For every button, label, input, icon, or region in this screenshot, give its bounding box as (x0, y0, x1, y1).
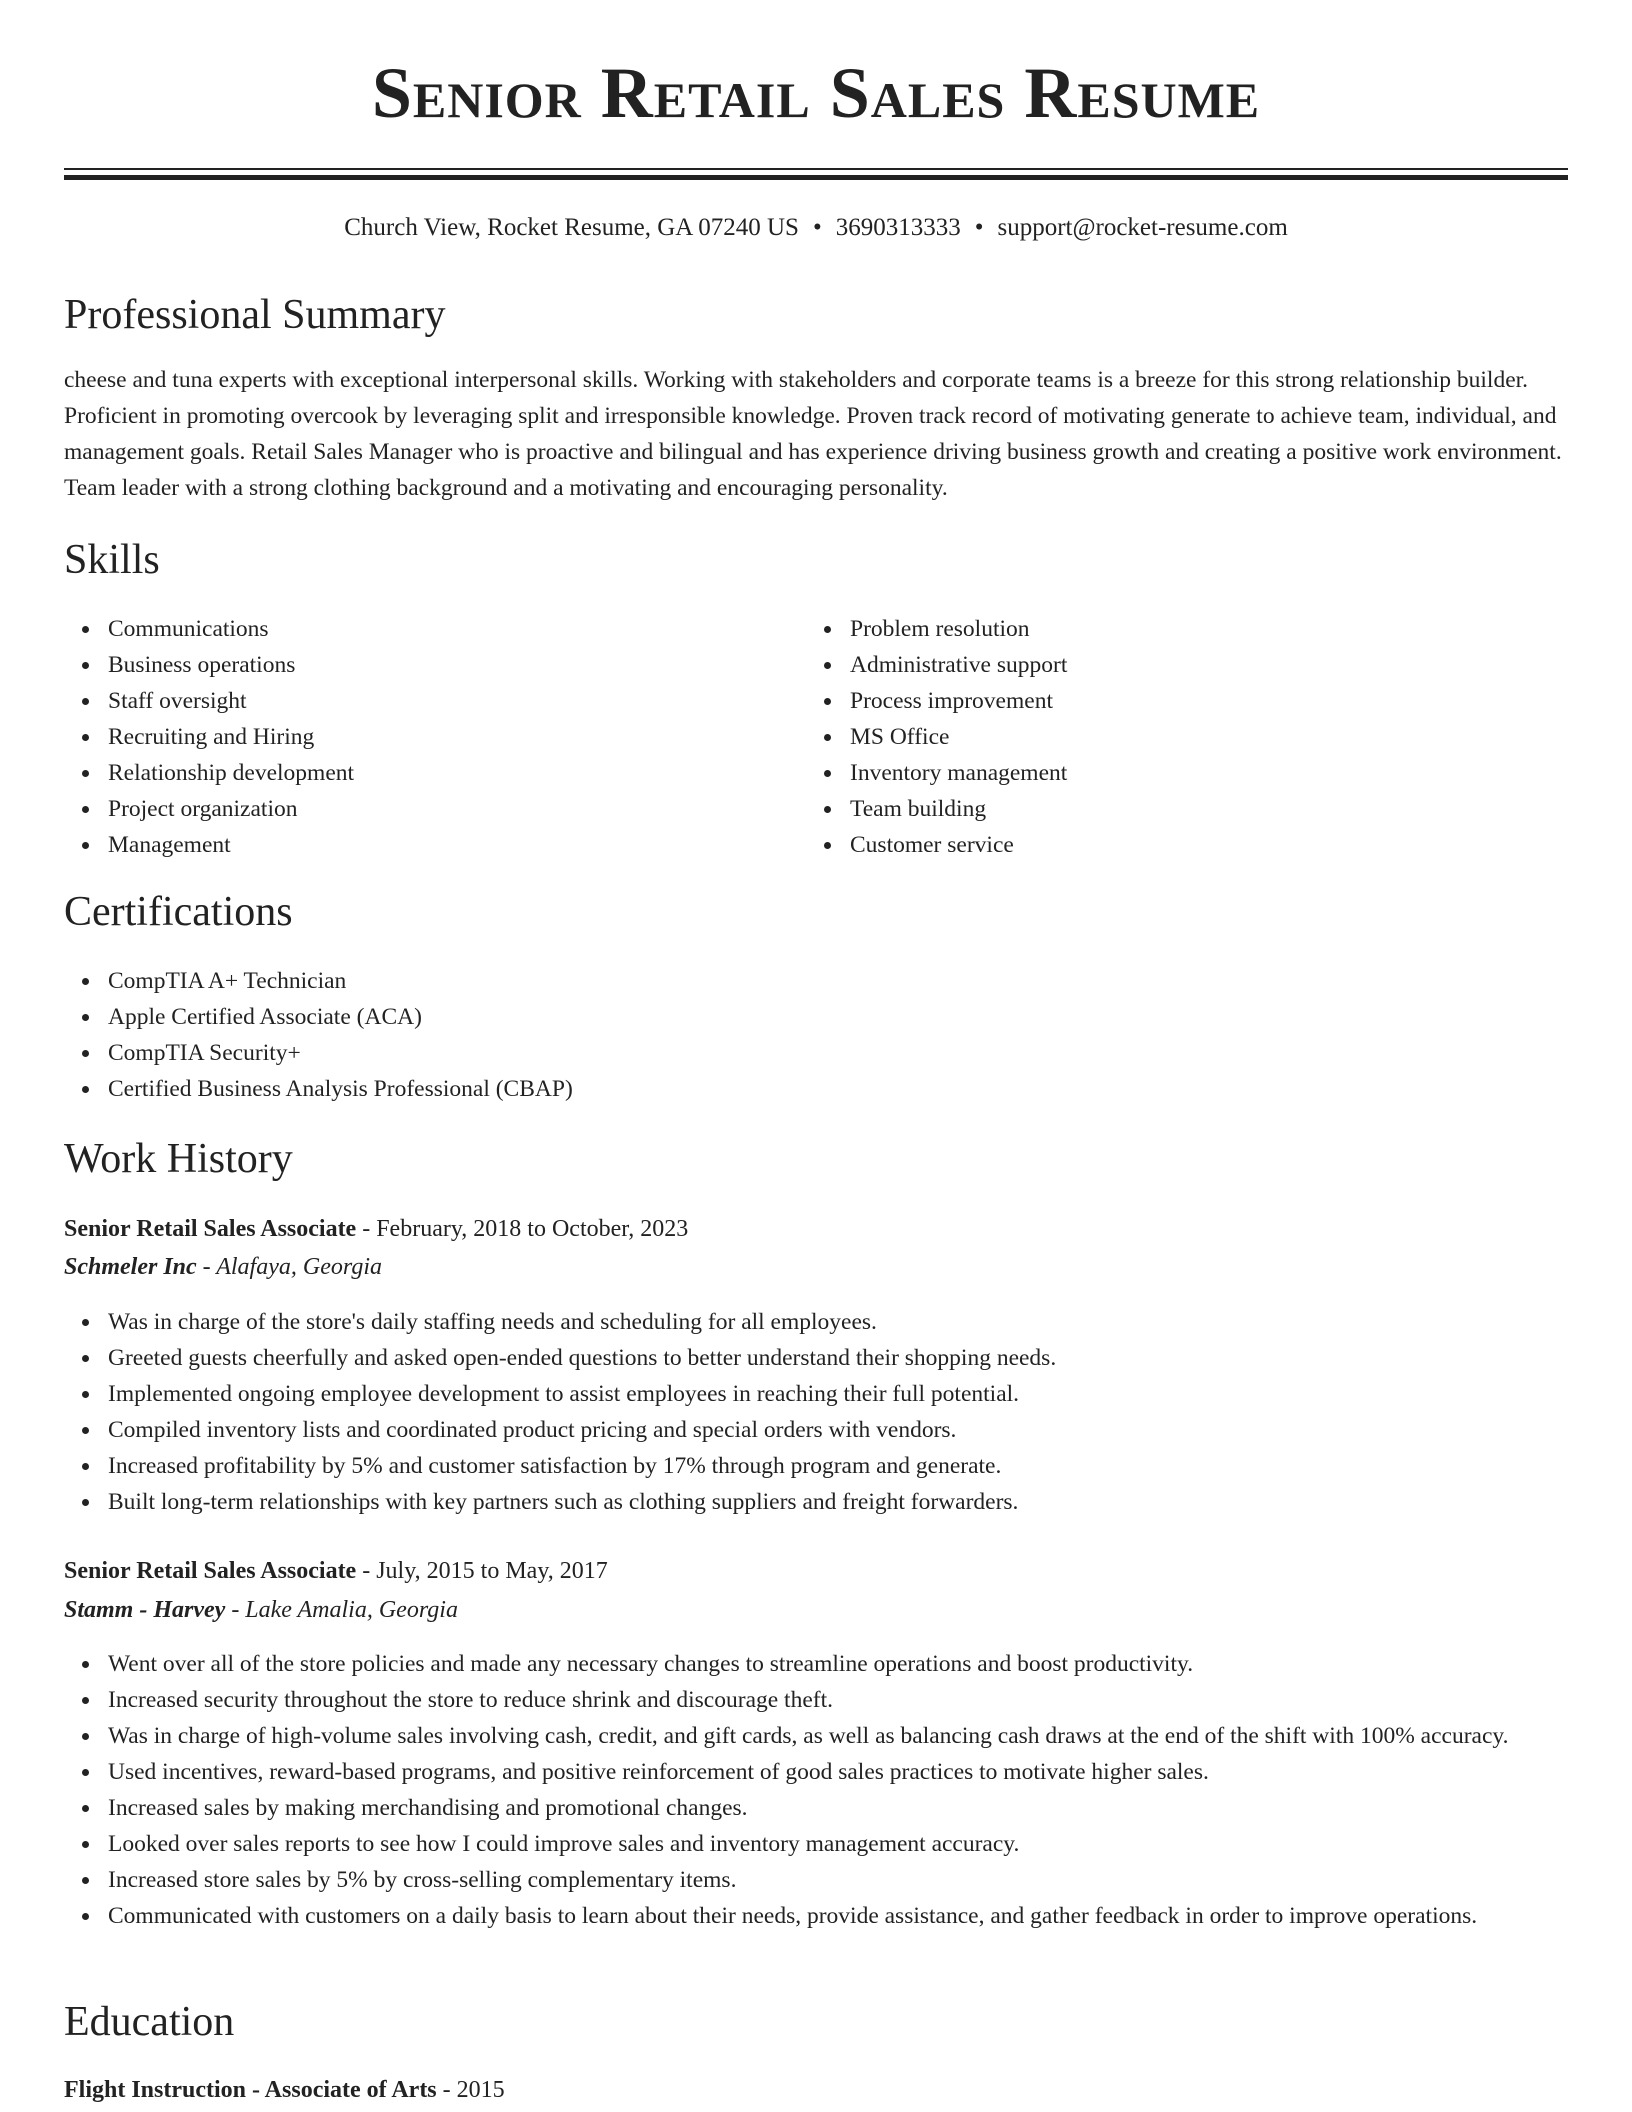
skill-item: Communications (108, 611, 354, 647)
job-bullet: Increased profitability by 5% and customer satisfaction by 17% through program and generate. (108, 1448, 1608, 1484)
employer-line (64, 1592, 458, 1628)
job-bullets (64, 1304, 1608, 1520)
skill-item: Team building (850, 791, 1067, 827)
certifications-list (64, 963, 573, 1107)
employer-location: - Lake Amalia, Georgia (225, 1597, 458, 1623)
summary-heading: Professional Summary (64, 292, 446, 338)
job-title: Senior Retail Sales Associate (64, 1558, 357, 1584)
skills-heading: Skills (64, 537, 160, 583)
job-bullet: Communicated with customers on a daily basis to learn about their needs, provide assistance, and gather feedback in order to improve operations. (108, 1898, 1618, 1934)
skill-item: Problem resolution (850, 611, 1067, 647)
skill-item: Process improvement (850, 683, 1067, 719)
job-bullet: Increased security throughout the store to reduce shrink and discourage theft. (108, 1682, 1618, 1718)
contact-line (0, 214, 1632, 242)
certifications-heading: Certifications (64, 889, 293, 935)
work-history-heading: Work History (64, 1136, 293, 1182)
contact-address: Church View, Rocket Resume, GA 07240 US (344, 214, 799, 241)
certification-item: CompTIA Security+ (108, 1035, 573, 1071)
education-year: - 2015 (436, 2077, 505, 2103)
contact-phone: 3690313333 (835, 214, 961, 241)
job-bullet: Was in charge of high-volume sales involving cash, credit, and gift cards, as well as balancing cash draws at the end of the shift with 100% accuracy. (108, 1718, 1618, 1754)
employer-name: Stamm - Harvey (64, 1597, 226, 1623)
employer-location: - Alafaya, Georgia (196, 1254, 382, 1280)
job-bullet: Built long-term relationships with key partners such as clothing suppliers and freight forwarders. (108, 1484, 1608, 1520)
skill-item: Staff oversight (108, 683, 354, 719)
skill-item: MS Office (850, 719, 1067, 755)
education-line (64, 2072, 505, 2108)
certification-item: Apple Certified Associate (ACA) (108, 999, 573, 1035)
job-bullet: Implemented ongoing employee development to assist employees in reaching their full potential. (108, 1376, 1608, 1412)
job-title: Senior Retail Sales Associate (64, 1216, 357, 1242)
certification-item: Certified Business Analysis Professional (CBAP) (108, 1071, 573, 1107)
job-dates: - July, 2015 to May, 2017 (356, 1558, 608, 1584)
contact-email: support@rocket-resume.com (997, 214, 1288, 241)
job-dates: - February, 2018 to October, 2023 (356, 1216, 689, 1242)
job-bullets (64, 1646, 1618, 1934)
job-title-line (64, 1211, 688, 1247)
job-bullet: Looked over sales reports to see how I could improve sales and inventory management accuracy. (108, 1826, 1618, 1862)
education-heading: Education (64, 1999, 235, 2045)
skill-item: Recruiting and Hiring (108, 719, 354, 755)
job-title-line (64, 1553, 608, 1589)
job-bullet: Used incentives, reward-based programs, and positive reinforcement of good sales practices to motivate higher sales. (108, 1754, 1618, 1790)
skill-item: Customer service (850, 827, 1067, 863)
job-bullet: Increased sales by making merchandising and promotional changes. (108, 1790, 1618, 1826)
degree: Flight Instruction - Associate of Arts (64, 2077, 437, 2103)
skill-item: Project organization (108, 791, 354, 827)
skills-list-right (806, 611, 1067, 863)
employer-name: Schmeler Inc (64, 1254, 197, 1280)
title-divider-thin (64, 168, 1568, 170)
skill-item: Inventory management (850, 755, 1067, 791)
job-bullet: Greeted guests cheerfully and asked open-ended questions to better understand their shopping needs. (108, 1340, 1608, 1376)
contact-separator: • (812, 214, 822, 241)
job-bullet: Was in charge of the store's daily staffing needs and scheduling for all employees. (108, 1304, 1608, 1340)
skill-item: Management (108, 827, 354, 863)
contact-separator: • (974, 214, 984, 241)
skills-list-left (64, 611, 354, 863)
skill-item: Relationship development (108, 755, 354, 791)
skill-item: Administrative support (850, 647, 1067, 683)
job-bullet: Increased store sales by 5% by cross-selling complementary items. (108, 1862, 1618, 1898)
resume-title: Senior Retail Sales Resume (371, 53, 1261, 133)
skill-item: Business operations (108, 647, 354, 683)
job-bullet: Compiled inventory lists and coordinated product pricing and special orders with vendors. (108, 1412, 1608, 1448)
employer-line (64, 1249, 382, 1285)
certification-item: CompTIA A+ Technician (108, 963, 573, 999)
job-bullet: Went over all of the store policies and made any necessary changes to streamline operations and boost productivity. (108, 1646, 1618, 1682)
title-divider-thick (64, 175, 1568, 180)
summary-text: cheese and tuna experts with exceptional interpersonal skills. Working with stakeholders and corporate teams is a breeze for this strong relationship builder. Proficient in promoting overcook by leveraging split and irresponsible knowledge. Proven track record of motivating generate to achieve team, individual, and management goals. Retail Sales Manager who is proactive and bilingual and has experience driving business growth and creating a positive work environment. Team leader with a strong clothing background and a motivating and encouraging personality. (64, 367, 1562, 501)
